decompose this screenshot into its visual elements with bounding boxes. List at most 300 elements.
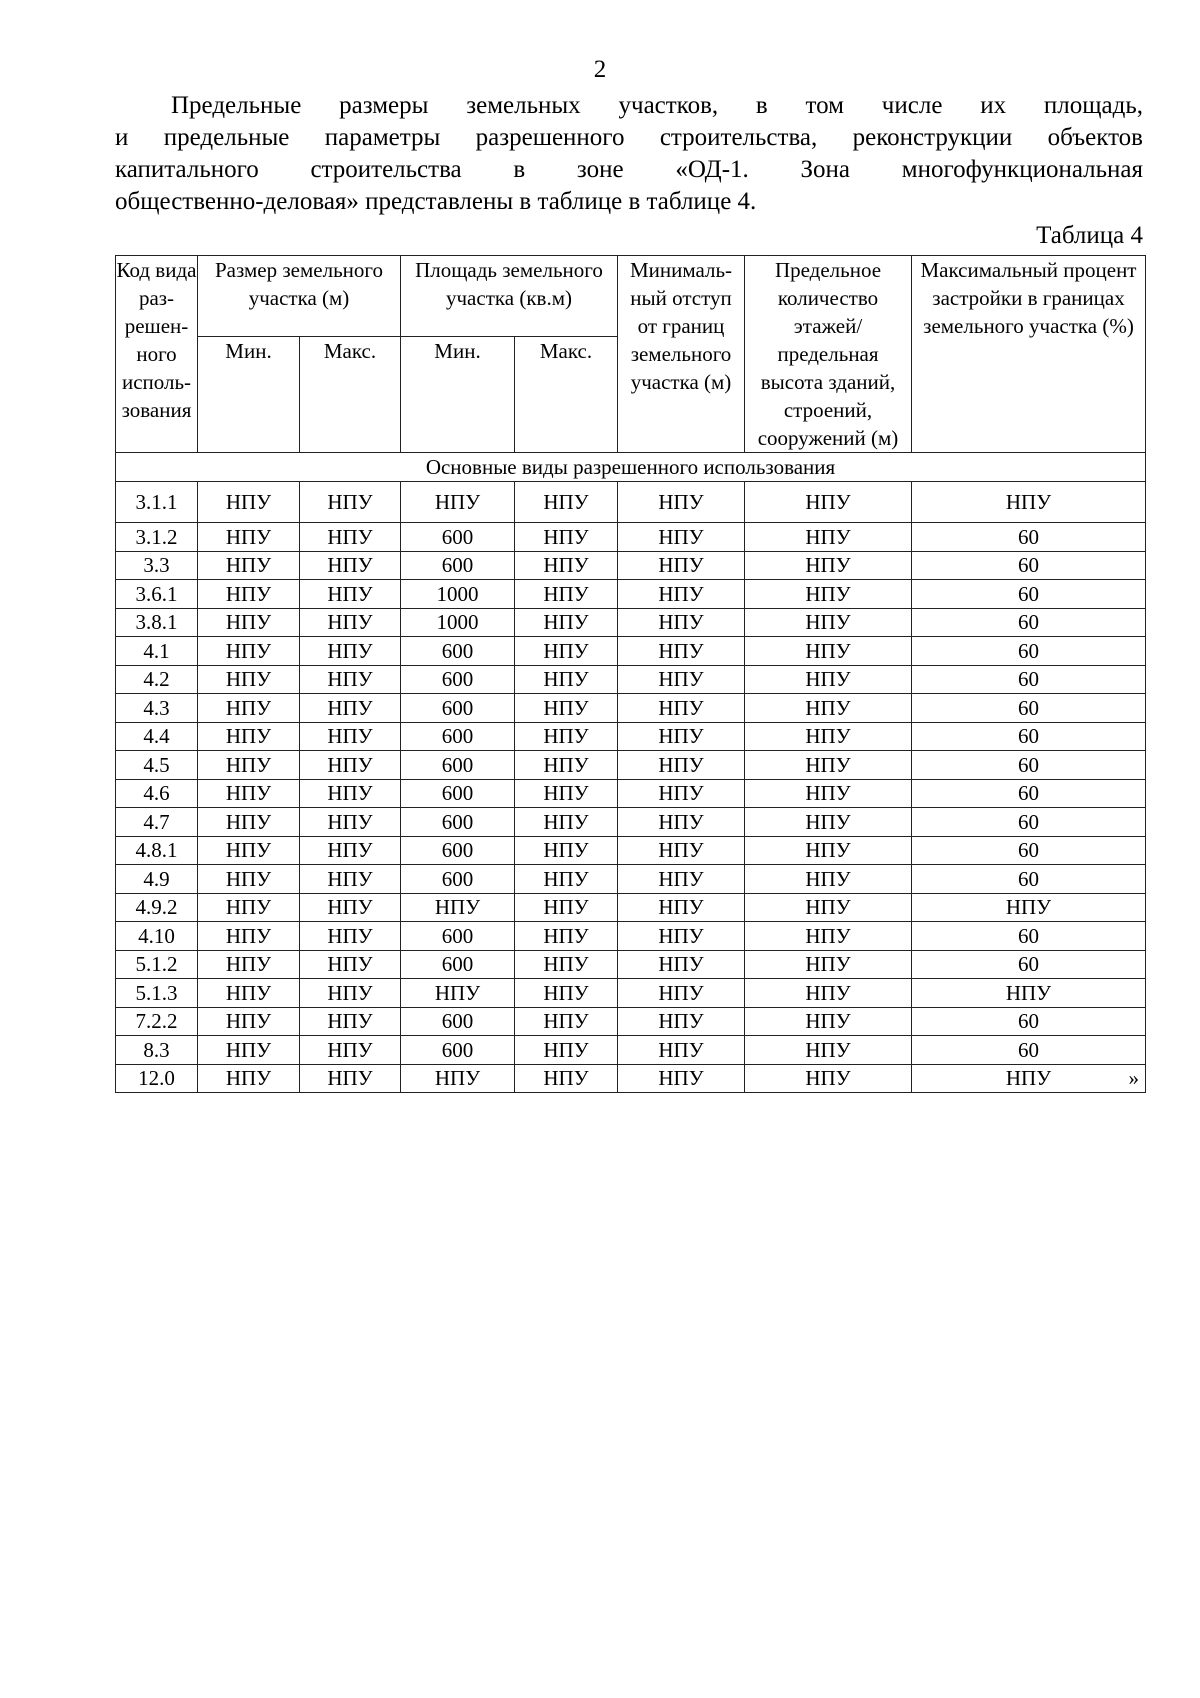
row-value-cell	[300, 865, 401, 894]
row-value-cell	[401, 808, 515, 837]
row-value-cell	[198, 1036, 300, 1065]
row-value-cell	[401, 836, 515, 865]
cell-text: НПУ	[543, 638, 589, 663]
row-value-cell	[515, 836, 618, 865]
cell-text: НПУ	[805, 980, 851, 1005]
row-value-cell	[198, 523, 300, 552]
row-value-cell	[401, 722, 515, 751]
row-value-cell	[401, 779, 515, 808]
row-value-cell	[401, 922, 515, 951]
row-code-cell	[116, 836, 198, 865]
cell-text: 4.1	[143, 638, 170, 663]
cell-text: НПУ	[543, 524, 589, 549]
cell-text: НПУ	[658, 952, 704, 977]
cell-text: НПУ	[327, 1066, 373, 1091]
cell-text: 8.3	[143, 1037, 170, 1062]
row-value-cell	[515, 665, 618, 694]
row-value-cell	[515, 865, 618, 894]
cell-text: НПУ	[327, 1009, 373, 1034]
row-value-cell	[912, 637, 1146, 666]
cell-text: НПУ	[225, 667, 272, 692]
cell-text: НПУ	[658, 695, 704, 720]
cell-text: НПУ	[543, 610, 589, 635]
cell-text: НПУ	[225, 610, 272, 635]
row-value-cell	[618, 979, 745, 1008]
cell-text: 60	[1018, 553, 1039, 578]
cell-text: НПУ	[327, 866, 373, 891]
cell-text: 1000	[436, 610, 479, 635]
row-value-cell	[745, 950, 912, 979]
cell-text: НПУ	[327, 952, 373, 977]
cell-text: НПУ	[805, 1037, 851, 1062]
row-value-cell	[745, 751, 912, 780]
cell-text: НПУ	[805, 490, 851, 514]
row-value-cell	[912, 1064, 1146, 1093]
row-value-cell	[401, 580, 515, 609]
row-value-cell	[618, 580, 745, 609]
row-value-cell	[618, 808, 745, 837]
cell-text: 1000	[436, 581, 479, 606]
cell-text: НПУ	[1005, 895, 1052, 920]
row-value-cell	[618, 1007, 745, 1036]
row-value-cell	[300, 893, 401, 922]
row-value-cell	[515, 1036, 618, 1065]
table-row	[116, 808, 1146, 837]
cell-text: 4.9	[143, 866, 170, 891]
cell-text: НПУ	[805, 1009, 851, 1034]
cell-text: НПУ	[327, 895, 373, 920]
cell-text: НПУ	[658, 923, 704, 948]
cell-text: НПУ	[225, 695, 272, 720]
cell-text: НПУ	[543, 838, 589, 863]
cell-text: НПУ	[543, 1066, 589, 1091]
cell-text: НПУ	[225, 1066, 272, 1091]
row-value-cell	[198, 580, 300, 609]
cell-text: 600	[441, 1037, 474, 1062]
row-value-cell	[618, 893, 745, 922]
row-value-cell	[745, 922, 912, 951]
cell-text: НПУ	[658, 638, 704, 663]
cell-text: НПУ	[658, 610, 704, 635]
row-code-cell	[116, 779, 198, 808]
cell-text: НПУ	[225, 1009, 272, 1034]
cell-text: 60	[1018, 667, 1039, 692]
row-code-cell	[116, 722, 198, 751]
table-row	[116, 722, 1146, 751]
cell-text: 4.9.2	[135, 895, 178, 920]
row-value-cell	[912, 751, 1146, 780]
row-code-cell	[116, 1036, 198, 1065]
header-size-min: Мин.	[198, 336, 300, 452]
row-value-cell	[745, 694, 912, 723]
row-value-cell	[300, 1036, 401, 1065]
table-caption: Таблица 4	[1036, 222, 1143, 249]
cell-text: НПУ	[805, 838, 851, 863]
table-row	[116, 950, 1146, 979]
cell-text: НПУ	[658, 752, 704, 777]
row-value-cell	[198, 751, 300, 780]
row-value-cell	[300, 836, 401, 865]
row-value-cell	[745, 1064, 912, 1093]
row-code-cell	[116, 551, 198, 580]
row-value-cell	[745, 1036, 912, 1065]
table-row	[116, 523, 1146, 552]
row-value-cell	[515, 922, 618, 951]
table-row	[116, 865, 1146, 894]
header-code: Код вида раз- решен- ного исполь- зования	[116, 256, 198, 453]
cell-text: НПУ	[225, 923, 272, 948]
row-value-cell	[300, 779, 401, 808]
row-value-cell	[198, 694, 300, 723]
row-value-cell	[745, 580, 912, 609]
cell-text: 4.4	[143, 724, 170, 749]
row-value-cell	[300, 694, 401, 723]
table-row	[116, 694, 1146, 723]
row-value-cell	[515, 808, 618, 837]
cell-text: 600	[441, 952, 474, 977]
cell-text: НПУ	[658, 781, 704, 806]
cell-text: НПУ	[434, 490, 481, 514]
cell-text: НПУ	[805, 638, 851, 663]
cell-text: НПУ	[805, 781, 851, 806]
row-value-cell	[618, 922, 745, 951]
row-code-cell	[116, 751, 198, 780]
row-value-cell	[401, 865, 515, 894]
table-row	[116, 551, 1146, 580]
row-value-cell	[618, 865, 745, 894]
cell-text: НПУ	[434, 895, 481, 920]
row-value-cell	[401, 893, 515, 922]
row-value-cell	[745, 836, 912, 865]
row-value-cell	[401, 1064, 515, 1093]
cell-text: 4.7	[143, 809, 170, 834]
row-value-cell	[198, 979, 300, 1008]
cell-text: 600	[441, 695, 474, 720]
row-value-cell	[618, 637, 745, 666]
row-value-cell	[198, 808, 300, 837]
row-value-cell	[300, 922, 401, 951]
row-code-cell	[116, 950, 198, 979]
cell-text: НПУ	[1005, 980, 1052, 1005]
row-code-cell	[116, 608, 198, 637]
cell-text: НПУ	[543, 667, 589, 692]
cell-text: 3.8.1	[135, 610, 178, 635]
cell-text: НПУ	[543, 809, 589, 834]
cell-text: НПУ	[805, 610, 851, 635]
row-value-cell	[198, 665, 300, 694]
cell-text: НПУ	[543, 695, 589, 720]
cell-text: НПУ	[805, 752, 851, 777]
table-row	[116, 751, 1146, 780]
table-row	[116, 637, 1146, 666]
cell-text: НПУ	[327, 980, 373, 1005]
cell-text: 600	[441, 809, 474, 834]
cell-text: 5.1.3	[135, 980, 178, 1005]
intro-line: и предельные параметры разрешенного строительства, реконструкции объектов	[115, 124, 1143, 151]
cell-text: НПУ	[658, 809, 704, 834]
cell-text: НПУ	[225, 724, 272, 749]
row-value-cell	[401, 665, 515, 694]
cell-text: 600	[441, 524, 474, 549]
cell-text: 60	[1018, 724, 1039, 749]
row-code-cell	[116, 580, 198, 609]
row-value-cell	[401, 979, 515, 1008]
cell-text: НПУ	[327, 838, 373, 863]
row-value-cell	[912, 922, 1146, 951]
row-value-cell	[198, 608, 300, 637]
cell-text: НПУ	[225, 895, 272, 920]
row-value-cell	[198, 482, 300, 523]
cell-text: НПУ	[805, 724, 851, 749]
cell-text: 60	[1018, 866, 1039, 891]
row-value-cell	[618, 665, 745, 694]
cell-text: НПУ	[225, 752, 272, 777]
cell-text: НПУ	[327, 638, 373, 663]
row-value-cell	[745, 608, 912, 637]
cell-text: 60	[1018, 638, 1039, 663]
cell-text: НПУ	[327, 809, 373, 834]
cell-text: 60	[1018, 923, 1039, 948]
cell-text: НПУ	[658, 1066, 704, 1091]
table-row	[116, 608, 1146, 637]
cell-text: НПУ	[658, 667, 704, 692]
row-value-cell	[198, 779, 300, 808]
row-value-cell	[198, 865, 300, 894]
row-value-cell	[300, 637, 401, 666]
row-value-cell	[912, 523, 1146, 552]
intro-paragraph	[115, 90, 1143, 218]
cell-text: 3.6.1	[135, 581, 178, 606]
row-value-cell	[300, 551, 401, 580]
row-value-cell	[300, 1064, 401, 1093]
row-value-cell	[401, 551, 515, 580]
row-value-cell	[401, 950, 515, 979]
cell-text: НПУ	[543, 923, 589, 948]
row-value-cell	[618, 950, 745, 979]
row-value-cell	[198, 922, 300, 951]
cell-text: 60	[1018, 695, 1039, 720]
header-max-percent: Максимальный процент застройки в границах земельного участка (%)	[912, 256, 1146, 453]
cell-text: 600	[441, 1009, 474, 1034]
cell-text: НПУ	[225, 980, 272, 1005]
row-value-cell	[745, 865, 912, 894]
cell-text: НПУ	[805, 866, 851, 891]
row-value-cell	[745, 979, 912, 1008]
cell-text: 4.8.1	[135, 838, 178, 863]
row-value-cell	[745, 722, 912, 751]
cell-text: 600	[441, 866, 474, 891]
cell-text: НПУ	[225, 866, 272, 891]
row-value-cell	[300, 580, 401, 609]
row-value-cell	[300, 482, 401, 523]
row-value-cell	[198, 836, 300, 865]
cell-text: НПУ	[805, 809, 851, 834]
table-row	[116, 979, 1146, 1008]
row-value-cell	[745, 523, 912, 552]
row-value-cell	[618, 836, 745, 865]
row-value-cell	[912, 1036, 1146, 1065]
cell-text: НПУ	[543, 553, 589, 578]
row-value-cell	[745, 893, 912, 922]
cell-text: НПУ	[805, 1066, 851, 1091]
row-value-cell	[912, 551, 1146, 580]
row-value-cell	[300, 808, 401, 837]
row-value-cell	[912, 893, 1146, 922]
row-value-cell	[401, 751, 515, 780]
row-value-cell	[300, 665, 401, 694]
row-code-cell	[116, 665, 198, 694]
row-value-cell	[912, 694, 1146, 723]
intro-line: Предельные размеры земельных участков, в том числе их площадь,	[171, 92, 1143, 119]
row-value-cell	[912, 665, 1146, 694]
cell-text: НПУ	[543, 1009, 589, 1034]
row-value-cell	[300, 1007, 401, 1036]
row-code-cell	[116, 1064, 198, 1093]
cell-text: НПУ	[658, 724, 704, 749]
cell-text: НПУ	[225, 524, 272, 549]
cell-text: НПУ	[327, 781, 373, 806]
cell-text: НПУ	[543, 1037, 589, 1062]
cell-text: НПУ	[658, 1037, 704, 1062]
cell-text: 4.5	[143, 752, 170, 777]
row-value-cell	[401, 1036, 515, 1065]
row-value-cell	[618, 722, 745, 751]
cell-text: НПУ	[543, 781, 589, 806]
cell-text: 4.2	[143, 667, 170, 692]
row-value-cell	[745, 637, 912, 666]
cell-text: 60	[1018, 809, 1039, 834]
cell-text: 60	[1018, 581, 1039, 606]
cell-text: НПУ	[543, 980, 589, 1005]
row-value-cell	[618, 1064, 745, 1093]
row-code-cell	[116, 637, 198, 666]
header-plot-area: Площадь земельного участка (кв.м)	[401, 256, 618, 337]
row-value-cell	[401, 523, 515, 552]
row-value-cell	[515, 551, 618, 580]
cell-text: 60	[1018, 1009, 1039, 1034]
row-value-cell	[515, 950, 618, 979]
cell-text: НПУ	[543, 895, 589, 920]
row-value-cell	[401, 694, 515, 723]
row-value-cell	[912, 979, 1146, 1008]
cell-text: НПУ	[658, 1009, 704, 1034]
row-value-cell	[745, 808, 912, 837]
row-value-cell	[912, 865, 1146, 894]
cell-text: НПУ	[225, 781, 272, 806]
row-value-cell	[300, 751, 401, 780]
cell-text: НПУ	[805, 923, 851, 948]
row-code-cell	[116, 694, 198, 723]
row-value-cell	[745, 665, 912, 694]
row-value-cell	[515, 694, 618, 723]
cell-text: НПУ	[543, 866, 589, 891]
row-value-cell	[401, 637, 515, 666]
cell-text: НПУ	[805, 895, 851, 920]
cell-text: 4.10	[138, 923, 175, 948]
table-row	[116, 893, 1146, 922]
header-plot-size: Размер земельного участка (м)	[198, 256, 401, 337]
cell-text: 4.6	[143, 781, 170, 806]
row-value-cell	[912, 608, 1146, 637]
cell-text: 60	[1018, 952, 1039, 977]
row-value-cell	[515, 1007, 618, 1036]
cell-text: НПУ	[327, 724, 373, 749]
row-value-cell	[618, 694, 745, 723]
cell-text: 600	[441, 553, 474, 578]
table-row	[116, 922, 1146, 951]
row-value-cell	[300, 722, 401, 751]
row-value-cell	[198, 950, 300, 979]
cell-text: 60	[1018, 752, 1039, 777]
row-value-cell	[912, 836, 1146, 865]
row-value-cell	[912, 722, 1146, 751]
cell-text: 600	[441, 667, 474, 692]
row-value-cell	[300, 523, 401, 552]
cell-text: НПУ	[658, 895, 704, 920]
row-value-cell	[300, 608, 401, 637]
cell-text: НПУ	[225, 553, 272, 578]
row-code-cell	[116, 865, 198, 894]
cell-text: НПУ	[327, 1037, 373, 1062]
cell-text: 7.2.2	[135, 1009, 178, 1034]
row-value-cell	[515, 637, 618, 666]
table-row	[116, 779, 1146, 808]
cell-text: НПУ	[658, 838, 704, 863]
header-area-max: Макс.	[515, 336, 618, 452]
cell-text: НПУ	[805, 524, 851, 549]
cell-text: НПУ	[225, 838, 272, 863]
row-value-cell	[515, 1064, 618, 1093]
row-value-cell	[198, 1007, 300, 1036]
row-value-cell	[745, 482, 912, 523]
header-area-min: Мин.	[401, 336, 515, 452]
cell-text: НПУ	[543, 752, 589, 777]
cell-text: 600	[441, 752, 474, 777]
row-value-cell	[515, 580, 618, 609]
row-value-cell	[515, 523, 618, 552]
cell-text: 3.3	[143, 553, 170, 578]
row-value-cell	[198, 893, 300, 922]
intro-line: капитального строительства в зоне «ОД-1. Зона многофункциональная	[115, 156, 1143, 183]
row-value-cell	[401, 1007, 515, 1036]
cell-text: НПУ	[327, 553, 373, 578]
cell-text: НПУ	[543, 952, 589, 977]
cell-text: НПУ	[225, 490, 272, 514]
cell-text: НПУ	[658, 581, 704, 606]
cell-text: НПУ	[327, 752, 373, 777]
cell-text: 600	[441, 923, 474, 948]
cell-text: НПУ	[658, 490, 704, 514]
row-value-cell	[618, 779, 745, 808]
cell-text: НПУ	[225, 952, 272, 977]
row-value-cell	[198, 637, 300, 666]
cell-text: НПУ	[658, 553, 704, 578]
row-value-cell	[300, 950, 401, 979]
cell-text: НПУ	[543, 724, 589, 749]
cell-text: НПУ	[805, 952, 851, 977]
cell-text: НПУ	[225, 581, 272, 606]
cell-text: 3.1.1	[135, 490, 178, 514]
cell-text: 60	[1018, 524, 1039, 549]
row-value-cell	[912, 580, 1146, 609]
row-value-cell	[401, 482, 515, 523]
row-value-cell	[515, 722, 618, 751]
table-row	[116, 836, 1146, 865]
row-value-cell	[745, 551, 912, 580]
cell-text: 60	[1018, 838, 1039, 863]
cell-text: НПУ	[658, 980, 704, 1005]
closing-quote: »	[1128, 1066, 1139, 1091]
